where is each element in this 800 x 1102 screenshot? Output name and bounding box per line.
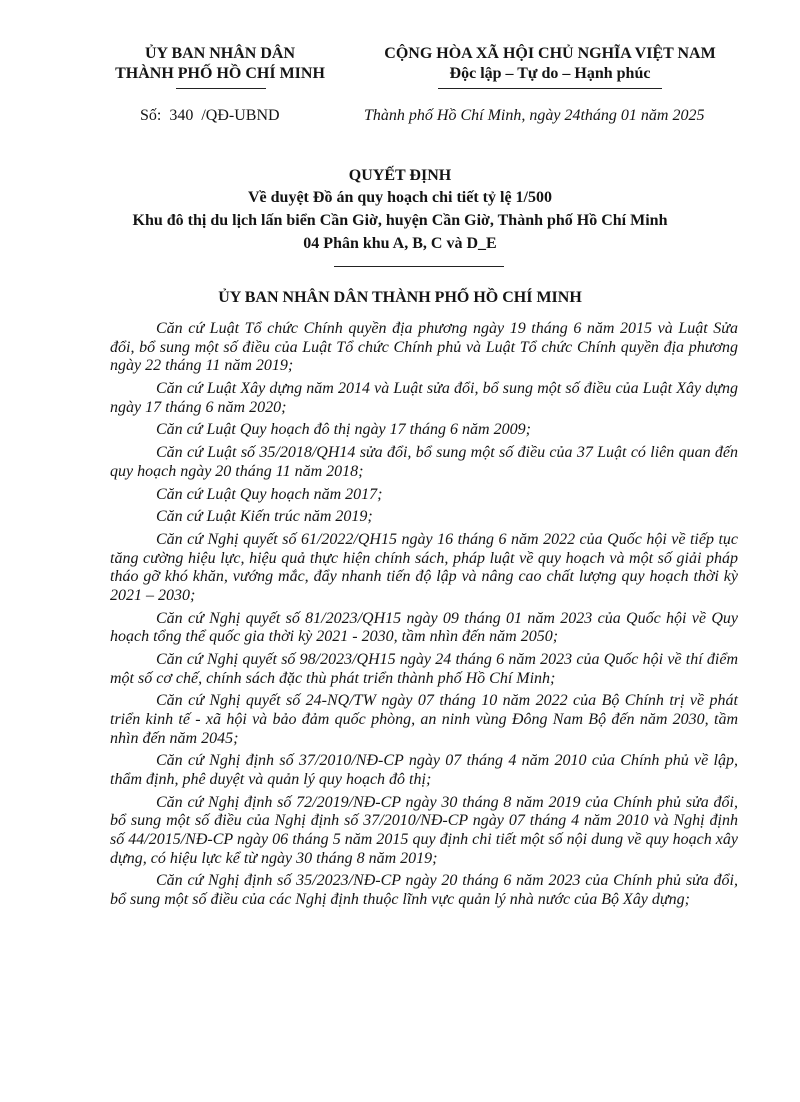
decision-subject-line1: Về duyệt Đồ án quy hoạch chi tiết tỷ lệ 1/500 xyxy=(248,189,552,206)
legal-basis-item: Căn cứ Luật Kiến trúc năm 2019; xyxy=(156,508,373,526)
legal-basis-item: Căn cứ Luật Xây dựng năm 2014 và Luật sửa đổi, bổ sung một số điều của Luật Xây dựng ngày 17 tháng 6 năm 2020; xyxy=(110,379,738,416)
legal-basis-item: Căn cứ Nghị định số 72/2019/NĐ-CP ngày 30 tháng 8 năm 2019 của Chính phủ sửa đổi, bổ sung một số điều của Nghị định số 37/2010/NĐ-CP ngày 07 tháng 4 năm 2010 và Nghị định số 44/2015/NĐ-CP ngày 06 tháng 5 năm 2015 quy định chi tiết một số nội dung về quy hoạch xây dựng, có hiệu lực kể từ ngày 30 tháng 8 năm 2019; xyxy=(110,793,738,867)
decision-subject-line2: Khu đô thị du lịch lấn biển Cần Giờ, huyện Cần Giờ, Thành phố Hồ Chí Minh xyxy=(132,212,668,229)
legal-basis-list xyxy=(110,320,738,914)
national-title: CỘNG HÒA XÃ HỘI CHỦ NGHĨA VIỆT NAM xyxy=(384,45,716,62)
legal-basis-item: Căn cứ Nghị quyết số 98/2023/QH15 ngày 24 tháng 6 năm 2023 của Quốc hội về thí điểm một số cơ chế, chính sách đặc thù phát triển thành phố Hồ Chí Minh; xyxy=(110,651,738,687)
legal-basis-item: Căn cứ Nghị định số 35/2023/NĐ-CP ngày 20 tháng 6 năm 2023 của Chính phủ sửa đổi, bổ sung một số điều của các Nghị định thuộc lĩnh vực quản lý nhà nước của Bộ Xây dựng; xyxy=(110,872,738,908)
authority-heading: ỦY BAN NHÂN DÂN THÀNH PHỐ HỒ CHÍ MINH xyxy=(218,289,582,306)
motto-underline xyxy=(438,88,662,89)
title-underline xyxy=(334,266,504,267)
document-number: Số: 340 /QĐ-UBND xyxy=(140,107,280,124)
legal-basis-item: Căn cứ Luật Quy hoạch đô thị ngày 17 tháng 6 năm 2009; xyxy=(156,421,531,439)
legal-basis-item: Căn cứ Luật Tổ chức Chính quyền địa phương ngày 19 tháng 6 năm 2015 và Luật Sửa đổi, bổ sung một số điều của Luật Tổ chức Chính phủ và Luật Tổ chức Chính quyền địa phương ngày 22 tháng 11 năm 2019; xyxy=(110,320,738,375)
agency-underline xyxy=(176,88,266,89)
national-motto: Độc lập – Tự do – Hạnh phúc xyxy=(449,65,651,82)
decision-subject-line3: 04 Phân khu A, B, C và D_E xyxy=(303,235,497,252)
legal-basis-item: Căn cứ Nghị quyết số 24-NQ/TW ngày 07 tháng 10 năm 2022 của Bộ Chính trị về phát triển kinh tế - xã hội và bảo đảm quốc phòng, an ninh vùng Đông Nam Bộ đến năm 2030, tầm nhìn đến năm 2045; xyxy=(110,692,738,747)
legal-basis-item: Căn cứ Nghị định số 37/2010/NĐ-CP ngày 07 tháng 4 năm 2010 của Chính phủ về lập, thẩm định, phê duyệt và quản lý quy hoạch đô thị; xyxy=(110,752,738,788)
issuing-agency-line2: THÀNH PHỐ HỒ CHÍ MINH xyxy=(115,65,325,82)
place-and-date: Thành phố Hồ Chí Minh, ngày 24tháng 01 năm 2025 xyxy=(364,107,705,124)
legal-basis-item: Căn cứ Luật Quy hoạch năm 2017; xyxy=(156,485,383,503)
issuing-agency-line1: ỦY BAN NHÂN DÂN xyxy=(144,45,296,62)
legal-basis-item: Căn cứ Luật số 35/2018/QH14 sửa đổi, bổ sung một số điều của 37 Luật có liên quan đến quy hoạch ngày 20 tháng 11 năm 2018; xyxy=(110,444,738,480)
decision-heading: QUYẾT ĐỊNH xyxy=(348,167,452,184)
legal-basis-item: Căn cứ Nghị quyết số 61/2022/QH15 ngày 16 tháng 6 năm 2022 của Quốc hội về tiếp tục tăng cường hiệu lực, hiệu quả thực hiện chính sách, pháp luật về quy hoạch và một số giải pháp tháo gỡ khó khăn, vướng mắc, đẩy nhanh tiến độ lập và nâng cao chất lượng quy hoạch thời kỳ 2021 – 2030; xyxy=(110,531,738,604)
legal-basis-item: Căn cứ Nghị quyết số 81/2023/QH15 ngày 09 tháng 01 năm 2023 của Quốc hội về Quy hoạch tổng thể quốc gia thời kỳ 2021 - 2030, tầm nhìn đến năm 2050; xyxy=(110,609,738,646)
